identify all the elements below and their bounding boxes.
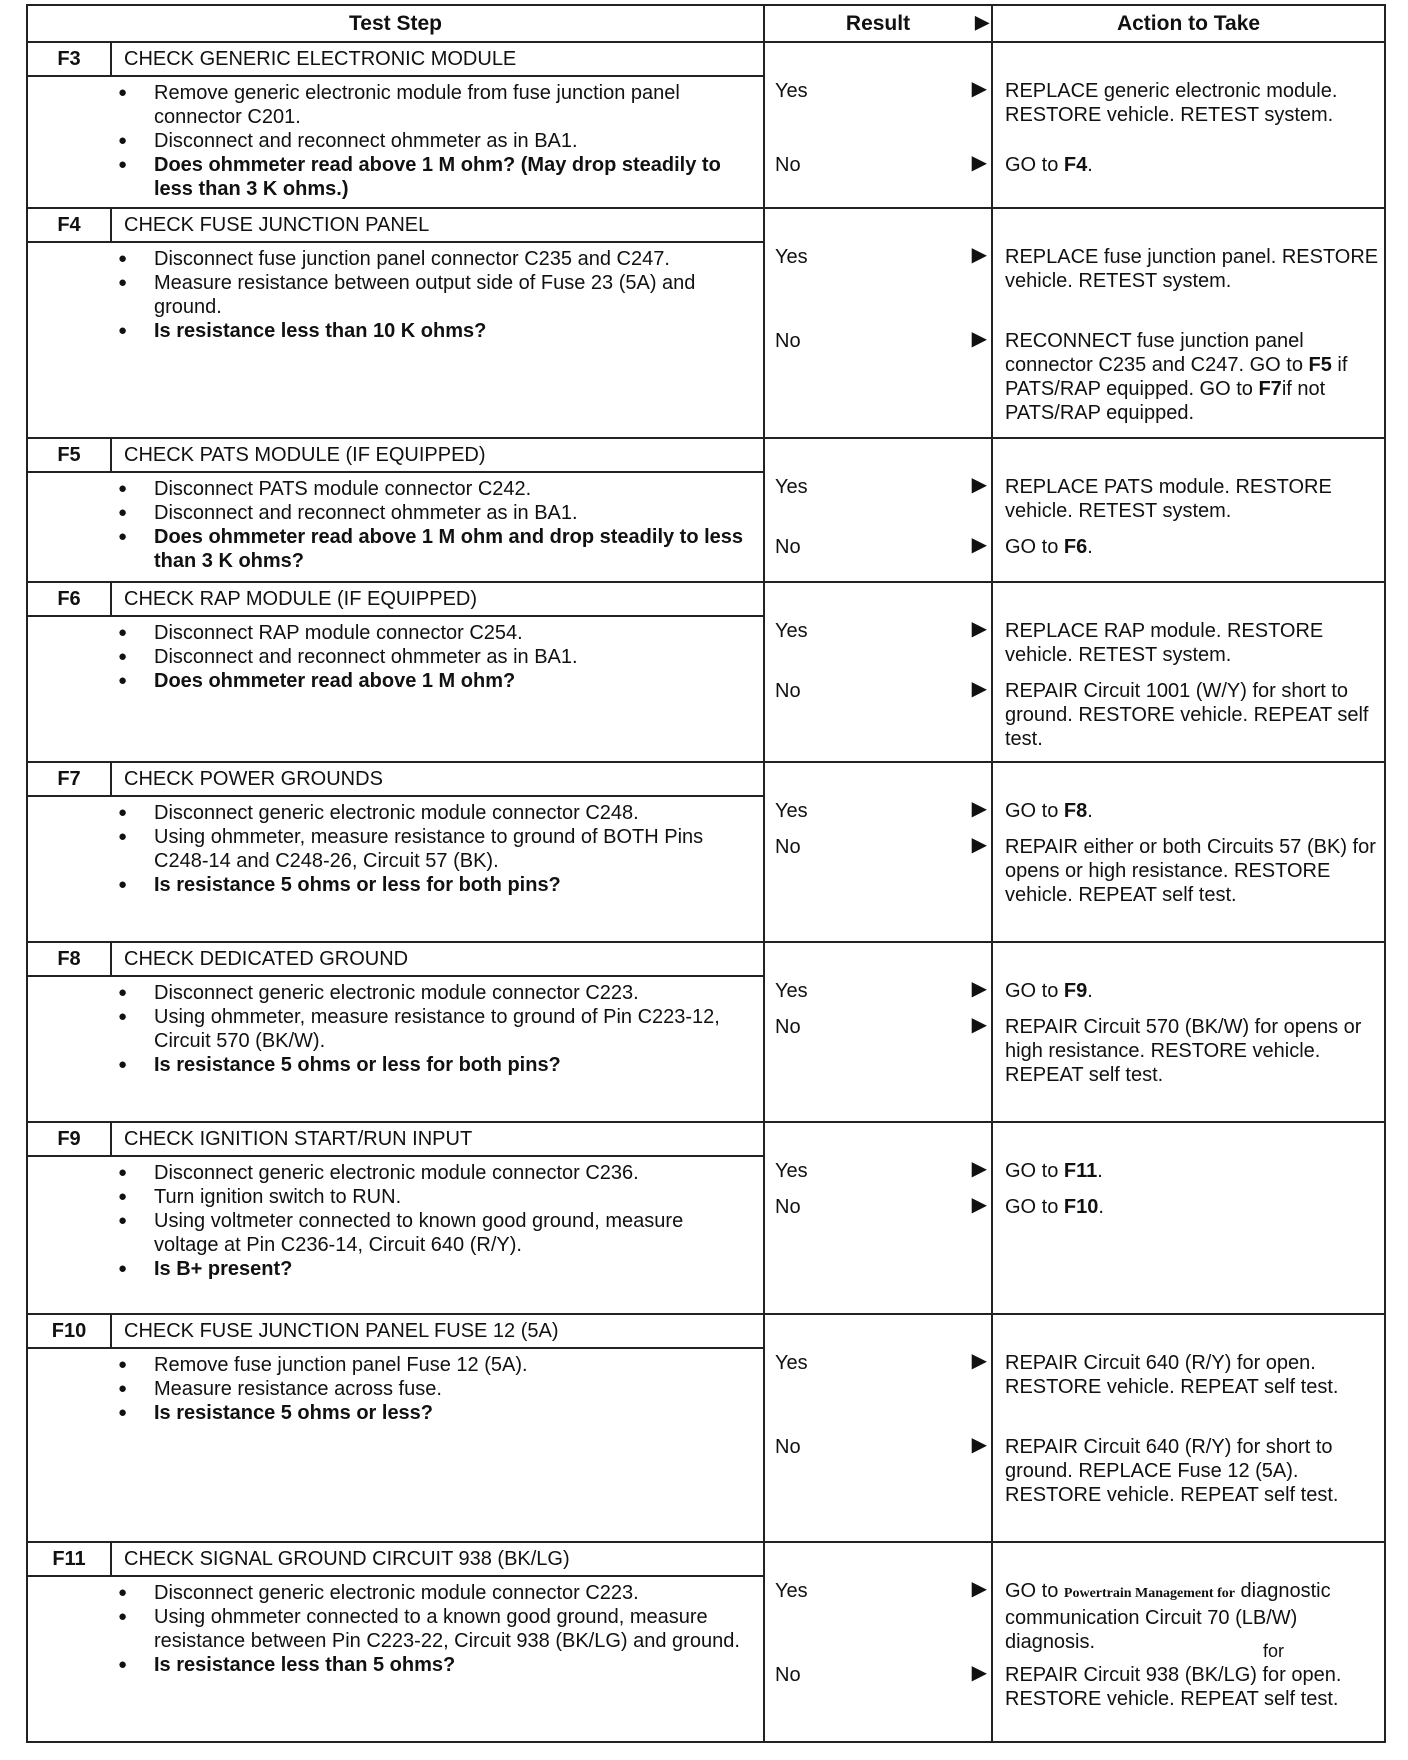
result-cell [764, 762, 992, 942]
step-question: ● Is resistance 5 ohms or less for both pins? [118, 1053, 753, 1077]
table-header-row [27, 5, 1385, 42]
step-title: CHECK GENERIC ELECTRONIC MODULE [124, 48, 517, 70]
arrow-icon: ▶ [971, 678, 987, 700]
list-item: ● Using ohmmeter, measure resistance to ground of BOTH Pins C248-14 and C248-26, Circuit 57 (BK). [118, 825, 753, 873]
step-id: F3 [28, 43, 112, 75]
result-cell [764, 1122, 992, 1314]
arrow-icon: ▶ [971, 1194, 987, 1216]
step-id: F4 [28, 209, 112, 241]
arrow-icon: ▶ [971, 834, 987, 856]
list-item: ● Measure resistance across fuse. [118, 1377, 753, 1401]
action-no: RECONNECT fuse junction panel connector C235 and C247. GO to F5 if PATS/RAP equipped. GO to F7if not PATS/RAP equipped. [1005, 330, 1348, 424]
table-row [27, 762, 1385, 942]
result-cell [764, 438, 992, 582]
test-step-cell [27, 1122, 764, 1314]
test-step-cell [27, 582, 764, 762]
list-item: ● Disconnect generic electronic module connector C223. [118, 981, 753, 1005]
result-no: No [775, 1436, 801, 1458]
result-yes: Yes [775, 476, 808, 498]
step-question: ● Does ohmmeter read above 1 M ohm? [118, 669, 753, 693]
result-no: No [775, 330, 801, 352]
result-cell [764, 1314, 992, 1542]
result-yes: Yes [775, 80, 808, 102]
step-id: F5 [28, 439, 112, 471]
action-no: GO to F10. [1005, 1196, 1104, 1218]
result-no: No [775, 1664, 801, 1686]
action-cell [992, 942, 1385, 1122]
action-yes: GO to Powertrain Management for diagnostic communication Circuit 70 (LB/W) diagnosis. [1005, 1580, 1331, 1653]
action-no: REPAIR Circuit 1001 (W/Y) for short to ground. RESTORE vehicle. REPEAT self test. [1005, 680, 1369, 750]
step-title: CHECK IGNITION START/RUN INPUT [124, 1128, 473, 1150]
arrow-icon: ▶ [975, 12, 989, 32]
table-row [27, 1314, 1385, 1542]
arrow-icon: ▶ [971, 534, 987, 556]
step-question: ● Does ohmmeter read above 1 M ohm and drop steadily to less than 3 K ohms? [118, 525, 753, 573]
arrow-icon: ▶ [971, 1662, 987, 1684]
result-cell [764, 208, 992, 438]
result-no: No [775, 154, 801, 176]
result-no: No [775, 1196, 801, 1218]
arrow-icon: ▶ [971, 244, 987, 266]
list-item: ● Disconnect PATS module connector C242. [118, 477, 753, 501]
result-yes: Yes [775, 1160, 808, 1182]
step-title: CHECK FUSE JUNCTION PANEL FUSE 12 (5A) [124, 1320, 559, 1342]
action-cell [992, 1542, 1385, 1742]
action-cell [992, 1314, 1385, 1542]
arrow-icon: ▶ [971, 1578, 987, 1600]
list-item: ● Disconnect RAP module connector C254. [118, 621, 753, 645]
result-no: No [775, 536, 801, 558]
result-yes: Yes [775, 800, 808, 822]
step-question: ● Does ohmmeter read above 1 M ohm? (May drop steadily to less than 3 K ohms.) [118, 153, 753, 201]
step-title: CHECK DEDICATED GROUND [124, 948, 409, 970]
header-result-label: Result [845, 11, 911, 35]
action-cell [992, 762, 1385, 942]
result-cell [764, 582, 992, 762]
result-yes: Yes [775, 1352, 808, 1374]
arrow-icon: ▶ [971, 78, 987, 100]
list-item: ● Remove generic electronic module from fuse junction panel connector C201. [118, 81, 753, 129]
arrow-icon: ▶ [971, 798, 987, 820]
action-no: REPAIR either or both Circuits 57 (BK) for opens or high resistance. RESTORE vehicle. REPEAT self test. [1005, 836, 1376, 906]
test-step-cell [27, 942, 764, 1122]
arrow-icon: ▶ [971, 1350, 987, 1372]
arrow-icon: ▶ [971, 1158, 987, 1180]
table-row [27, 942, 1385, 1122]
list-item: ● Disconnect generic electronic module connector C223. [118, 1581, 753, 1605]
header-action: Action to Take [992, 5, 1385, 42]
action-no: REPAIR Circuit 570 (BK/W) for opens or high resistance. RESTORE vehicle. REPEAT self test. [1005, 1016, 1362, 1086]
action-no: GO to F6. [1005, 536, 1093, 558]
action-no: REPAIR Circuit 640 (R/Y) for short to ground. REPLACE Fuse 12 (5A). RESTORE vehicle. REPEAT self test. [1005, 1436, 1339, 1506]
arrow-icon: ▶ [971, 474, 987, 496]
action-yes: GO to F11. [1005, 1160, 1103, 1182]
table-row [27, 208, 1385, 438]
action-cell [992, 582, 1385, 762]
action-yes: REPLACE generic electronic module. RESTORE vehicle. RETEST system. [1005, 80, 1338, 126]
table-row [27, 1542, 1385, 1742]
header-test-step: Test Step [27, 5, 764, 42]
step-question: ● Is resistance less than 5 ohms? [118, 1653, 753, 1677]
list-item: ● Disconnect and reconnect ohmmeter as in BA1. [118, 129, 753, 153]
action-yes: GO to F9. [1005, 980, 1093, 1002]
diagnostic-table [26, 4, 1386, 1743]
action-yes: REPLACE PATS module. RESTORE vehicle. RETEST system. [1005, 476, 1332, 522]
arrow-icon: ▶ [971, 978, 987, 1000]
result-no: No [775, 680, 801, 702]
list-item: ● Disconnect and reconnect ohmmeter as in BA1. [118, 645, 753, 669]
step-id: F10 [28, 1315, 112, 1347]
test-step-cell [27, 438, 764, 582]
step-title: CHECK POWER GROUNDS [124, 768, 383, 790]
step-id: F11 [28, 1543, 112, 1575]
arrow-icon: ▶ [971, 328, 987, 350]
result-yes: Yes [775, 246, 808, 268]
result-yes: Yes [775, 620, 808, 642]
step-id: F9 [28, 1123, 112, 1155]
action-cell [992, 208, 1385, 438]
step-title: CHECK FUSE JUNCTION PANEL [124, 214, 430, 236]
step-title: CHECK RAP MODULE (IF EQUIPPED) [124, 588, 478, 610]
note-text: for [1263, 1641, 1285, 1661]
table-row [27, 438, 1385, 582]
step-title: CHECK SIGNAL GROUND CIRCUIT 938 (BK/LG) [124, 1548, 570, 1570]
action-cell [992, 42, 1385, 208]
action-cell [992, 1122, 1385, 1314]
list-item: ● Measure resistance between output side of Fuse 23 (5A) and ground. [118, 271, 753, 319]
list-item: ● Disconnect and reconnect ohmmeter as in BA1. [118, 501, 753, 525]
step-question: ● Is resistance 5 ohms or less? [118, 1401, 753, 1425]
action-yes: GO to F8. [1005, 800, 1093, 822]
action-cell [992, 438, 1385, 582]
step-question: ● Is B+ present? [118, 1257, 753, 1281]
step-question: ● Is resistance less than 10 K ohms? [118, 319, 753, 343]
step-id: F6 [28, 583, 112, 615]
result-cell [764, 942, 992, 1122]
list-item: ● Disconnect generic electronic module connector C248. [118, 801, 753, 825]
arrow-icon: ▶ [971, 1434, 987, 1456]
action-yes: REPAIR Circuit 640 (R/Y) for open. RESTORE vehicle. REPEAT self test. [1005, 1352, 1339, 1398]
arrow-icon: ▶ [971, 1014, 987, 1036]
list-item: ● Using voltmeter connected to known good ground, measure voltage at Pin C236-14, Circuit 640 (R/Y). [118, 1209, 753, 1257]
test-step-cell [27, 1314, 764, 1542]
test-step-cell [27, 762, 764, 942]
arrow-icon: ▶ [971, 152, 987, 174]
header-result [764, 5, 992, 42]
action-no: GO to F4. [1005, 154, 1093, 176]
step-question: ● Is resistance 5 ohms or less for both pins? [118, 873, 753, 897]
diagnostic-table-page [26, 4, 1386, 1743]
list-item: ● Turn ignition switch to RUN. [118, 1185, 753, 1209]
table-row [27, 582, 1385, 762]
result-cell [764, 1542, 992, 1742]
step-title: CHECK PATS MODULE (IF EQUIPPED) [124, 444, 486, 466]
test-step-cell [27, 208, 764, 438]
test-step-cell [27, 1542, 764, 1742]
action-yes: REPLACE fuse junction panel. RESTORE vehicle. RETEST system. [1005, 246, 1379, 292]
list-item: ● Disconnect generic electronic module connector C236. [118, 1161, 753, 1185]
test-step-cell [27, 42, 764, 208]
list-item: ● Remove fuse junction panel Fuse 12 (5A). [118, 1353, 753, 1377]
result-cell [764, 42, 992, 208]
step-id: F7 [28, 763, 112, 795]
arrow-icon: ▶ [971, 618, 987, 640]
table-row [27, 1122, 1385, 1314]
list-item: ● Using ohmmeter connected to a known good ground, measure resistance between Pin C223-22, Circuit 938 (BK/LG) and ground. [118, 1605, 753, 1653]
table-row [27, 42, 1385, 208]
result-no: No [775, 1016, 801, 1038]
list-item: ● Using ohmmeter, measure resistance to ground of Pin C223-12, Circuit 570 (BK/W). [118, 1005, 753, 1053]
result-yes: Yes [775, 1580, 808, 1602]
step-id: F8 [28, 943, 112, 975]
action-no: REPAIR Circuit 938 (BK/LG) for open. RESTORE vehicle. REPEAT self test. [1005, 1664, 1342, 1710]
result-no: No [775, 836, 801, 858]
action-yes: REPLACE RAP module. RESTORE vehicle. RETEST system. [1005, 620, 1324, 666]
list-item: ● Disconnect fuse junction panel connector C235 and C247. [118, 247, 753, 271]
result-yes: Yes [775, 980, 808, 1002]
